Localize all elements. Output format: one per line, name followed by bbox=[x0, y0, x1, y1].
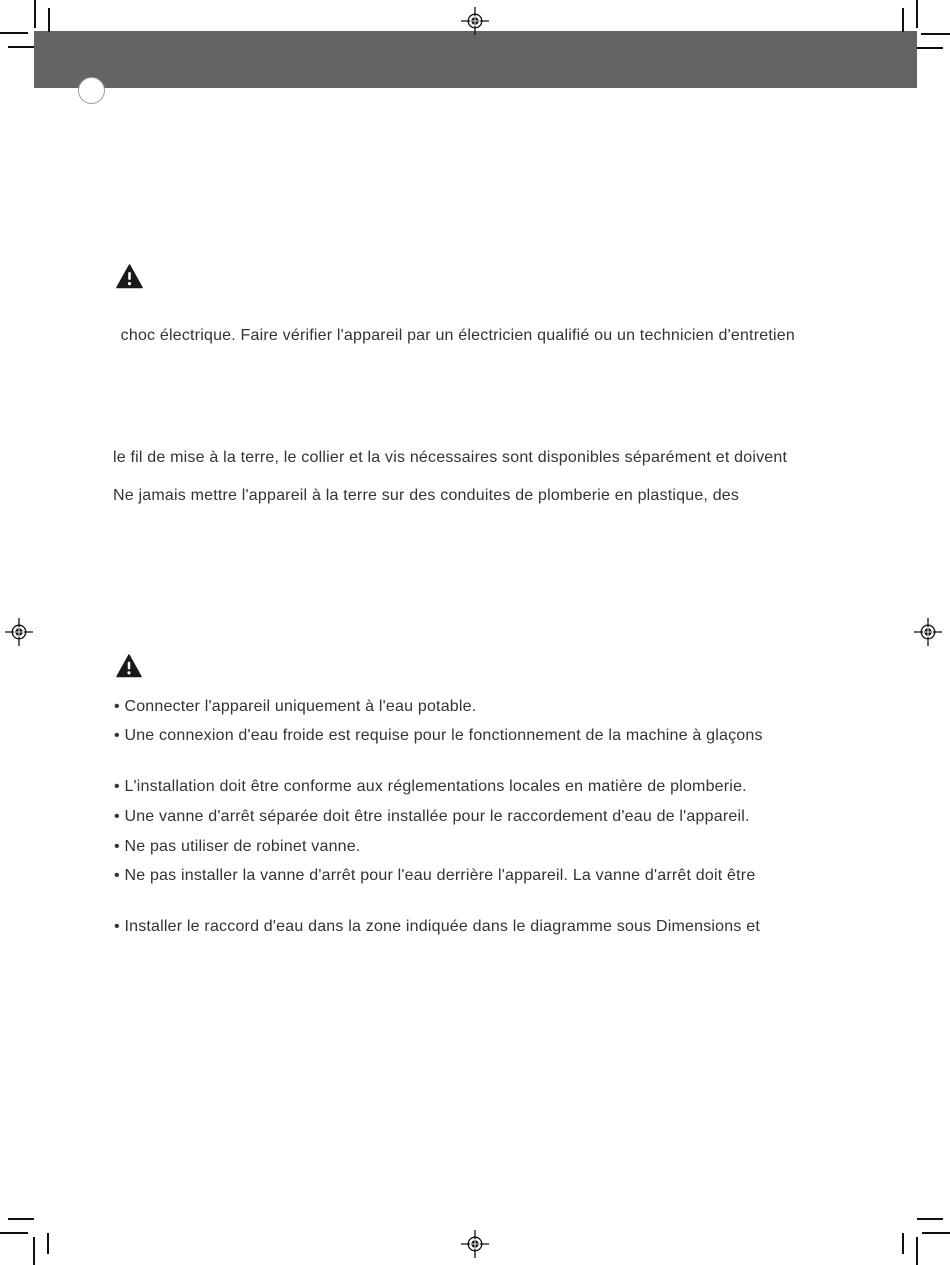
decorative-circle bbox=[78, 77, 105, 104]
header-bar bbox=[34, 31, 917, 88]
bullet-item: • Une vanne d'arrêt séparée doit être installée pour le raccordement d'eau de l'appareil. bbox=[114, 808, 750, 825]
crop-mark bbox=[916, 0, 918, 28]
registration-mark-icon bbox=[461, 1230, 489, 1258]
crop-mark bbox=[0, 1232, 28, 1234]
crop-mark bbox=[48, 8, 50, 32]
crop-mark bbox=[8, 1218, 34, 1220]
crop-mark bbox=[922, 1232, 950, 1234]
bullet-item: • Ne pas utiliser de robinet vanne. bbox=[114, 838, 361, 855]
crop-mark bbox=[0, 32, 28, 34]
registration-mark-icon bbox=[914, 618, 942, 646]
crop-mark bbox=[34, 0, 36, 28]
bullet-item: • L'installation doit être conforme aux réglementations locales en matière de plomberie. bbox=[114, 778, 747, 795]
crop-mark bbox=[8, 46, 34, 48]
bullet-item: • Connecter l'appareil uniquement à l'eau potable. bbox=[114, 698, 477, 715]
crop-mark bbox=[921, 33, 950, 35]
crop-mark bbox=[33, 1237, 35, 1265]
registration-mark-icon bbox=[5, 618, 33, 646]
crop-mark bbox=[917, 47, 943, 49]
bullet-item: • Ne pas installer la vanne d'arrêt pour l'eau derrière l'appareil. La vanne d'arrêt doit être bbox=[114, 867, 756, 884]
crop-mark bbox=[47, 1233, 49, 1254]
bullet-item: • Installer le raccord d'eau dans la zone indiquée dans le diagramme sous Dimensions et bbox=[114, 918, 760, 935]
body-text-line: Ne jamais mettre l'appareil à la terre sur des conduites de plomberie en plastique, des bbox=[113, 487, 740, 504]
crop-mark bbox=[916, 1237, 918, 1265]
body-text-line: choc électrique. Faire vérifier l'appareil par un électricien qualifié ou un technicien d'entretien bbox=[116, 327, 795, 344]
crop-mark bbox=[917, 1218, 943, 1220]
body-text-line: le fil de mise à la terre, le collier et la vis nécessaires sont disponibles séparément et doivent bbox=[113, 449, 788, 466]
warning-triangle-icon bbox=[116, 264, 143, 289]
crop-mark bbox=[902, 8, 904, 32]
registration-mark-icon bbox=[461, 7, 489, 35]
warning-triangle-icon bbox=[116, 654, 142, 678]
bullet-item: • Une connexion d'eau froide est requise pour le fonctionnement de la machine à glaçons bbox=[114, 727, 763, 744]
crop-mark bbox=[902, 1233, 904, 1254]
